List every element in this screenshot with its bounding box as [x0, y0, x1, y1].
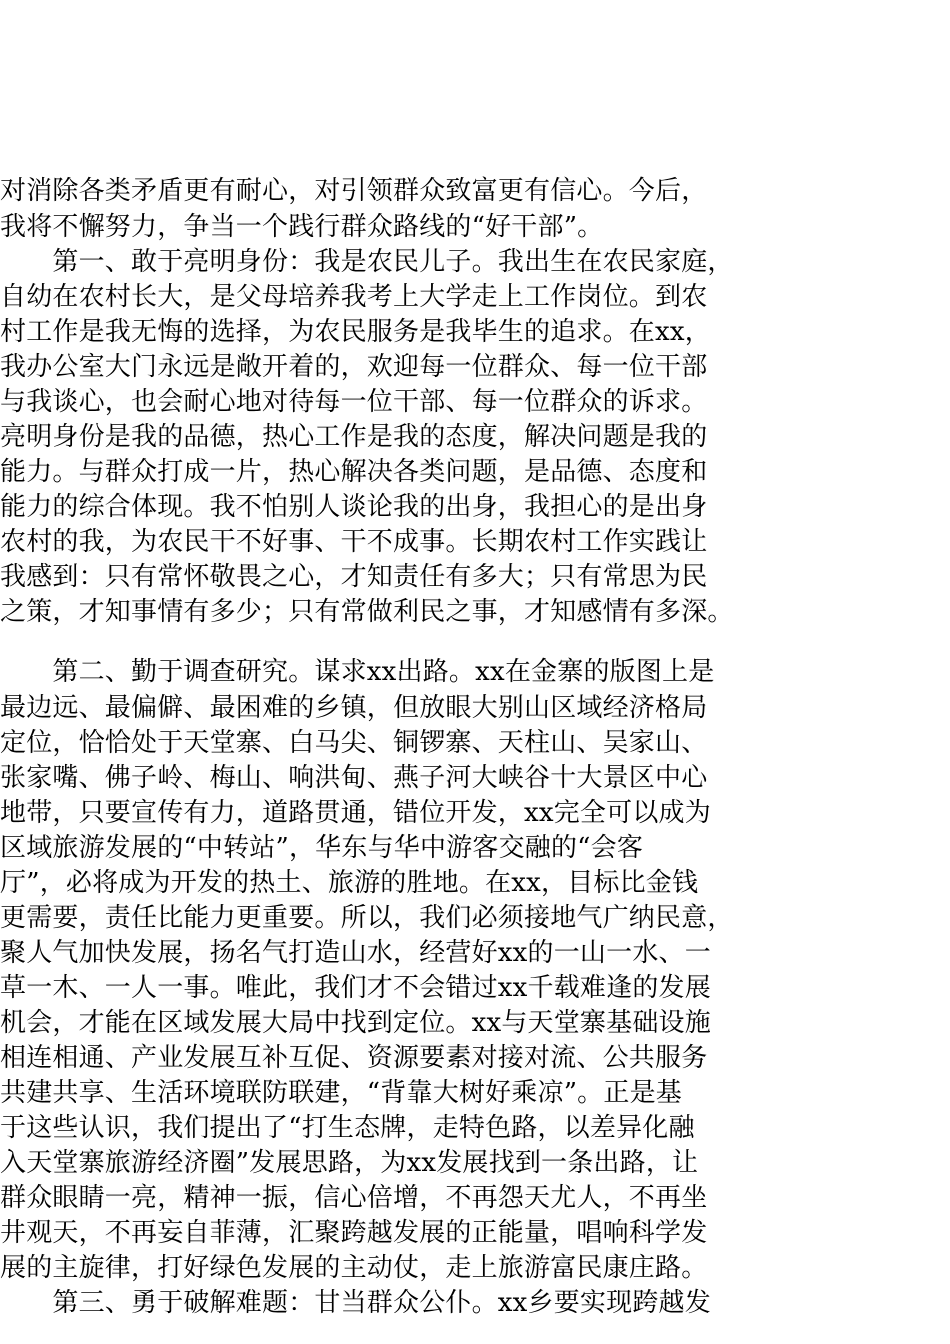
text-line: 展的主旋律，打好绿色发展的主动仗，走上旅游富民康庄路。 — [0, 1253, 708, 1283]
text-line: 亮明身份是我的品德，热心工作是我的态度，解决问题是我的 — [0, 422, 708, 452]
text-line: 村工作是我无悔的选择，为农民服务是我毕生的追求。在xx， — [0, 317, 711, 347]
text-line: 对消除各类矛盾更有耐心，对引领群众致富更有信心。今后， — [0, 176, 708, 206]
text-line: 地带，只要宣传有力，道路贯通，错位开发，xx完全可以成为 — [0, 798, 711, 828]
text-line: 与我谈心，也会耐心地对待每一位干部、每一位群众的诉求。 — [0, 387, 708, 417]
text-line: 能力的综合体现。我不怕别人谈论我的出身，我担心的是出身 — [0, 492, 708, 522]
text-line: 井观天，不再妄自菲薄，汇聚跨越发展的正能量，唱响科学发 — [0, 1218, 708, 1248]
text-line: 更需要，责任比能力更重要。所以，我们必须接地气广纳民意， — [0, 903, 734, 933]
text-line: 定位，恰恰处于天堂寨、白马尖、铜锣寨、天柱山、吴家山、 — [0, 728, 708, 758]
text-line: 农村的我，为农民干不好事、干不成事。长期农村工作实践让 — [0, 527, 708, 557]
text-line: 区域旅游发展的“中转站”，华东与华中游客交融的“会客 — [0, 833, 644, 863]
text-line: 我将不懈努力，争当一个践行群众路线的“好干部”。 — [0, 212, 604, 242]
text-line: 于这些认识，我们提出了“打生态牌，走特色路，以差异化融 — [0, 1113, 695, 1143]
text-line: 能力。与群众打成一片，热心解决各类问题，是品德、态度和 — [0, 457, 708, 487]
text-line: 机会，才能在区域发展大局中找到定位。xx与天堂寨基础设施 — [0, 1008, 711, 1038]
text-line: 草一木、一人一事。唯此，我们才不会错过xx千载难逢的发展 — [0, 973, 711, 1003]
text-line: 厅”，必将成为开发的热土、旅游的胜地。在xx，目标比金钱 — [0, 868, 699, 898]
text-line: 张家嘴、佛子岭、梅山、响洪甸、燕子河大峡谷十大景区中心 — [0, 763, 708, 793]
text-line: 相连相通、产业发展互补互促、资源要素对接对流、公共服务 — [0, 1043, 708, 1073]
text-line: 自幼在农村长大，是父母培养我考上大学走上工作岗位。到农 — [0, 282, 708, 312]
text-line: 我办公室大门永远是敞开着的，欢迎每一位群众、每一位干部 — [0, 352, 708, 382]
text-line: 群众眼睛一亮，精神一振，信心倍增，不再怨天尤人，不再坐 — [0, 1183, 708, 1213]
text-line: 之策，才知事情有多少；只有常做利民之事，才知感情有多深。 — [0, 597, 734, 627]
text-line: 共建共享、生活环境联防联建，“背靠大树好乘凉”。正是基 — [0, 1078, 682, 1108]
text-line: 第三、勇于破解难题：甘当群众公仆。xx乡要实现跨越发 — [0, 1288, 711, 1318]
text-line: 最边远、最偏僻、最困难的乡镇，但放眼大别山区域经济格局 — [0, 693, 708, 723]
text-line: 聚人气加快发展，扬名气打造山水，经营好xx的一山一水、一 — [0, 938, 711, 968]
text-line: 我感到：只有常怀敬畏之心，才知责任有多大；只有常思为民 — [0, 562, 708, 592]
text-line: 第二、勤于调查研究。谋求xx出路。xx在金寨的版图上是 — [0, 657, 715, 687]
text-line: 第一、敢于亮明身份：我是农民儿子。我出生在农民家庭， — [0, 247, 734, 277]
text-line: 入天堂寨旅游经济圈”发展思路，为xx发展找到一条出路，让 — [0, 1148, 699, 1178]
